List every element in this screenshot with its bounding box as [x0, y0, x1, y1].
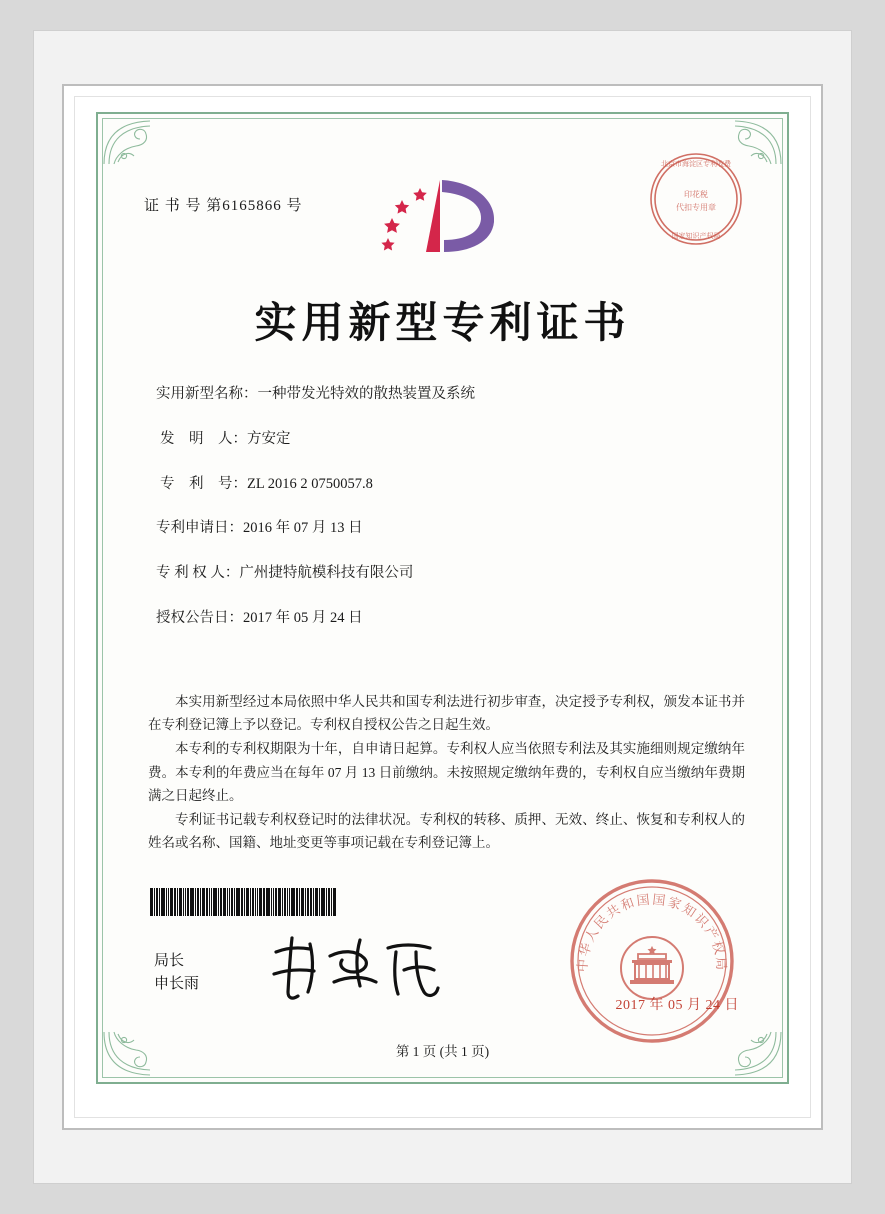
field-label: 专 利 号： [160, 475, 247, 492]
official-seal-icon [567, 876, 737, 1046]
svg-text:国家知识产权局: 国家知识产权局 [671, 232, 721, 240]
field-label: 授权公告日： [156, 609, 243, 626]
page-footer: 第 1 页 (共 1 页) [395, 1044, 490, 1059]
tax-stamp-icon [647, 150, 745, 248]
field-value: 方安定 [247, 430, 291, 447]
field-row [156, 608, 741, 630]
patent-certificate [96, 112, 789, 1084]
handwritten-signature-icon [264, 930, 454, 1006]
field-row [156, 563, 741, 585]
svg-text:印花税: 印花税 [684, 190, 708, 199]
svg-text:代扣专用章: 代扣专用章 [676, 203, 716, 212]
paragraph: 本专利的专利权期限为十年，自申请日起算。专利权人应当依照专利法及其实施细则规定缴纳年费。本专利的年费应当在每年 07 月 13 日前缴纳。未按照规定缴纳年费的，专利权自应当缴纳年费期满之日起终止。 [148, 741, 745, 803]
field-label: 专利申请日： [156, 520, 243, 537]
field-label: 专 利 权 人： [156, 565, 240, 581]
field-value: ZL 2016 2 0750057.8 [247, 475, 373, 492]
signature-name: 申长雨 [154, 976, 200, 993]
page-title: 实用新型专利证书 [254, 298, 631, 347]
paragraph: 本实用新型经过本局依照中华人民共和国专利法进行初步审查，决定授予专利权，颁发本证书并在专利登记簿上予以登记。专利权自授权公告之日起生效。 [148, 694, 745, 733]
field-label: 发 明 人： [160, 430, 247, 447]
field-row [156, 518, 741, 540]
field-label: 实用新型名称： [156, 386, 258, 402]
field-row [156, 384, 741, 406]
signature-block [154, 950, 199, 997]
field-value: 广州捷特航模科技有限公司 [239, 565, 414, 581]
svg-text:中华人民共和国国家知识产权局: 中华人民共和国国家知识产权局 [575, 892, 729, 973]
field-list [156, 384, 741, 653]
field-value: 2017 年 05 月 24 日 [243, 609, 363, 626]
barcode [150, 888, 356, 916]
signature-role: 局长 [154, 953, 185, 969]
sipo-logo-icon [378, 174, 508, 264]
paragraph: 专利证书记载专利权登记时的法律状况。专利权的转移、质押、无效、终止、恢复和专利权人的姓名或名称、国籍、地址变更等事项记载在专利登记簿上。 [148, 812, 745, 851]
field-row [160, 474, 741, 496]
legal-text [148, 690, 745, 856]
svg-text:北京市海淀区专利收费: 北京市海淀区专利收费 [661, 160, 731, 168]
field-value: 一种带发光特效的散热装置及系统 [257, 386, 475, 402]
seal-date: 2017 年 05 月 24 日 [615, 998, 739, 1013]
field-value: 2016 年 07 月 13 日 [243, 520, 363, 537]
certificate-number: 证 书 号 第6165866 号 [144, 198, 303, 214]
field-row [160, 429, 741, 451]
